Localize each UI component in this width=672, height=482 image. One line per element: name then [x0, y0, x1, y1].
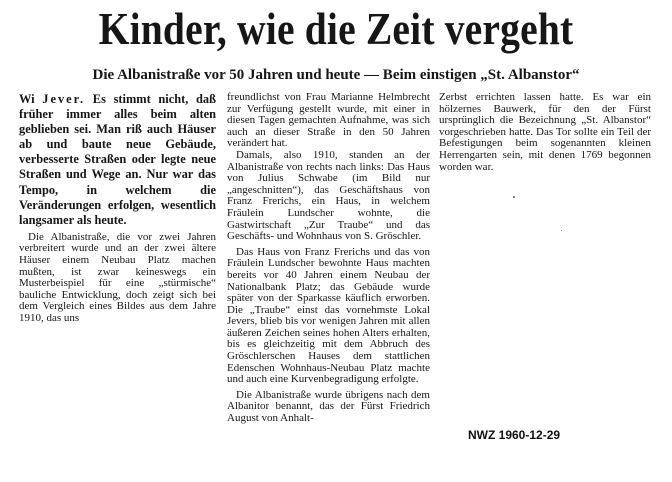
body-paragraph: Das Haus von Franz Frerichs und das von Fräulein Lundscher bewohnte Haus machten bereits vor 40 Jahren einem Neubau der Nationalbank Platz; das Gebäude wurde später von der Sparkasse käuflich erworben. Die „Traube“ einst das vornehmste Lokal Jevers, blieb bis vor wenigen Jahren mit allen äußeren Zeichen seines hohen Alters erhalten, bis es gleichzeitig mit dem Abbruch des Gröschlerschen Hauses dem stattlichen Edenschen Wohnhaus-Neubau Platz machte und auch eine Kurvenbegradigung erfolgte.	[227, 245, 430, 386]
print-speck	[561, 230, 562, 231]
lead-prefix: Wi	[19, 92, 43, 106]
body-paragraph: Damals, also 1910, standen an der Albanistraße von rechts nach links: Das Haus von Julius Schwabe (im Bild nur „angeschnitten“), das Geschäftshaus von Franz Frerichs, ein Haus, in welchem Fräulein Lundscher wohnte, die Gastwirtschaft „Zur Traube“ und das Geschäfts- und Wohnhaus von S. Gröschler.	[227, 148, 430, 243]
body-paragraph: Die Albanistraße wurde übrigens nach dem Albanitor benannt, das der Fürst Friedrich August von Anhalt-	[227, 388, 430, 425]
column-2	[227, 92, 430, 425]
body-paragraph: Die Albanistraße, die vor zwei Jahren verbreitert wurde und an der zwei ältere Häuser einem Neubau Platz machen mußten, ist zwar keineswegs ein Musterbeispiel für eine „stürmische“ bauliche Entwicklung, doch zeigt sich bei dem Vergleich eines Bildes aus dem Jahre 1910, das uns	[19, 230, 216, 324]
print-speck	[513, 196, 515, 198]
column-1	[19, 92, 216, 325]
lead-paragraph	[19, 92, 216, 228]
subheadline: Die Albanistraße vor 50 Jahren und heute — Beim einstigen „St. Albanstor“	[92, 67, 580, 83]
body-paragraph: freundlichst von Frau Marianne Helmbrecht zur Verfügung gestellt wurde, mit einer in diesen Tagen gemachten Aufnahme, was sich auch an dieser Straße in den 50 Jahren verändert hat.	[227, 91, 430, 150]
source-label: NWZ 1960-12-29	[468, 428, 561, 442]
body-paragraph: Zerbst errichten lassen hatte. Es war ein hölzernes Bauwerk, für den der Fürst ursprünglich die Bezeichnung „St. Albanstor“ vorgeschrieben hatte. Das Tor sollte ein Teil der Befestigungen beim sogenannten kleinen Herrengarten sein, mit denen 1769 begonnen worden war.	[439, 91, 651, 173]
lead-text: Es stimmt nicht, daß früher immer alles beim alten geblieben sei. Man riß auch Häuser ab und baute neue Gebäude, verbesserte Straßen oder legte neue Straßen und Wege an. Nur war das Tempo, in welchem die Veränderungen erfolgen, wesentlich langsamer als heute.	[19, 92, 216, 227]
headline: Kinder, wie die Zeit vergeht	[98, 3, 574, 54]
dateline-place: Jever.	[42, 92, 86, 106]
column-3	[439, 92, 651, 173]
